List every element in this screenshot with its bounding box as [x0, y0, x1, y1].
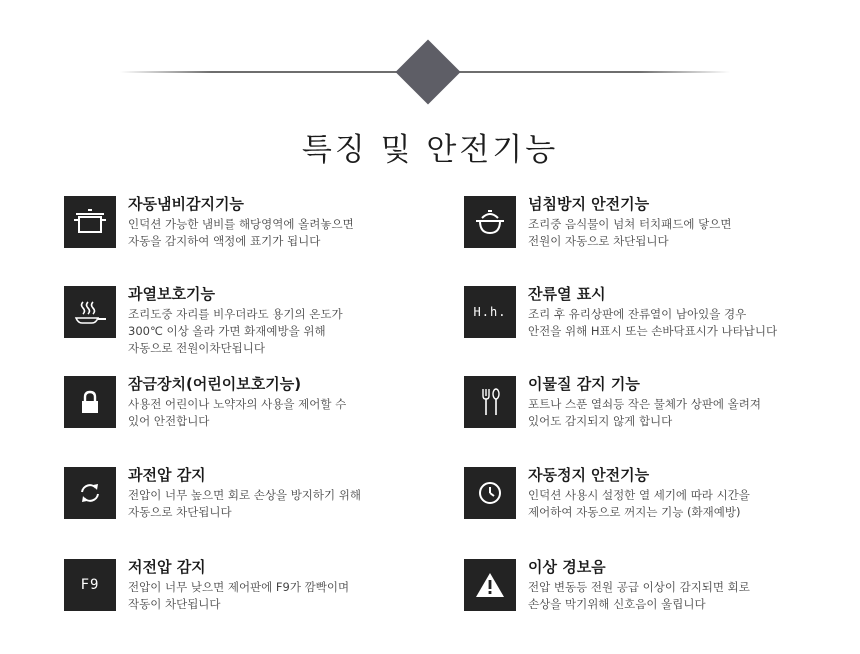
feature-title: 자동냄비감지기능 — [128, 195, 244, 213]
feature-description: 인덕션 가능한 냄비를 해당영역에 올려놓으면 자동을 감지하여 액정에 표기가 됩니다 — [128, 217, 354, 248]
feature-description: 전압이 너무 높으면 회로 손상을 방지하기 위해 자동으로 차단됩니다 — [128, 488, 362, 519]
boiling-pot-icon — [464, 196, 516, 248]
feature-description: 조리 후 유리상판에 잔류열이 남아있을 경우 안전을 위해 H표시 또는 손바닥표시가 나타납니다 — [528, 307, 778, 338]
feature-title: 저전압 감지 — [128, 558, 206, 576]
feature-title: 잔류열 표시 — [528, 285, 606, 303]
feature-title: 과전압 감지 — [128, 466, 206, 484]
feature-title: 이상 경보음 — [528, 558, 606, 576]
residual-heat-icon — [464, 286, 516, 338]
feature-description: 전압이 너무 낮으면 제어판에 F9가 깜빡이며 작동이 차단됩니다 — [128, 580, 350, 611]
feature-title: 넘침방지 안전기능 — [528, 195, 650, 213]
feature-overheat-protection — [64, 286, 414, 356]
feature-title: 이물질 감지 기능 — [528, 375, 640, 393]
feature-description: 조리도중 자리를 비우더라도 용기의 온도가 300℃ 이상 올라 가면 화재예방을 위해 자동으로 전원이차단됩니다 — [128, 307, 343, 355]
feature-title: 잠금장치(어린이보호기능) — [128, 375, 302, 393]
feature-description: 전압 변동등 전원 공급 이상이 감지되면 회로 손상을 막기위해 신호음이 울립니다 — [528, 580, 750, 611]
refresh-icon — [64, 467, 116, 519]
feature-auto-shutoff — [464, 467, 814, 537]
feature-description: 조리중 음식물이 넘쳐 터치패드에 닿으면 전원이 자동으로 차단됩니다 — [528, 217, 732, 248]
fork-spoon-icon — [464, 376, 516, 428]
warning-icon — [464, 559, 516, 611]
feature-description: 사용전 어린이나 노약자의 사용을 제어할 수 있어 안전합니다 — [128, 397, 347, 428]
feature-abnormal-alarm — [464, 559, 814, 629]
feature-title: 과열보호기능 — [128, 285, 215, 303]
feature-undervoltage-detect — [64, 559, 414, 629]
f9-display-text: F9 — [80, 577, 100, 593]
lock-icon — [64, 376, 116, 428]
feature-foreign-object-detect — [464, 376, 814, 446]
feature-overvoltage-detect — [64, 467, 414, 537]
clock-icon — [464, 467, 516, 519]
feature-description: 인덕션 사용시 설정한 열 세기에 따라 시간을 제어하여 자동으로 꺼지는 기능 (화재예방) — [528, 488, 750, 519]
feature-description: 포트나 스푼 열쇠등 작은 물체가 상판에 올려져 있어도 감지되지 않게 합니다 — [528, 397, 762, 428]
feature-residual-heat — [464, 286, 814, 356]
feature-auto-pot-detect — [64, 196, 414, 266]
f9-display-icon — [64, 559, 116, 611]
residual-heat-display-text: H.h. — [473, 305, 507, 319]
feature-child-lock — [64, 376, 414, 446]
hot-pan-icon — [64, 286, 116, 338]
feature-overflow-protection — [464, 196, 814, 266]
pot-icon — [64, 196, 116, 248]
feature-title: 자동정지 안전기능 — [528, 466, 650, 484]
page-title: 특징 및 안전기능 — [301, 132, 559, 168]
diamond-ornament — [395, 39, 460, 104]
